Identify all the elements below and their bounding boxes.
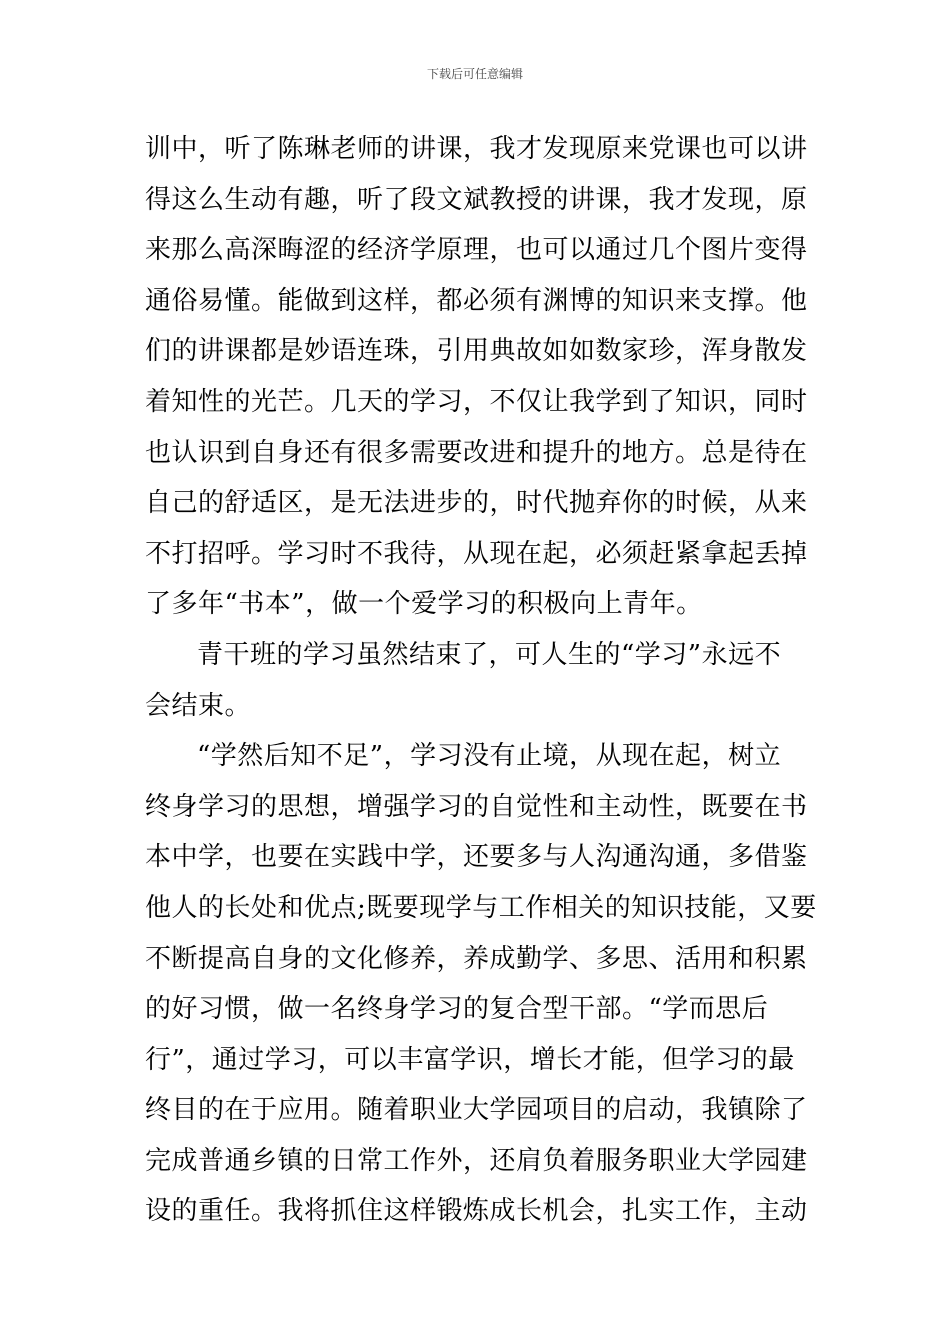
paragraph-start-line: “学然后知不足”，学习没有止境，从现在起，树立 bbox=[197, 741, 782, 772]
text-line: 不断提高自身的文化修养，养成勤学、多思、活用和积累 bbox=[145, 943, 808, 974]
text-line: 的好习惯，做一名终身学习的复合型干部。“学而思后 bbox=[145, 994, 769, 1025]
text-line: 行”，通过学习，可以丰富学识，增长才能，但学习的最 bbox=[145, 1044, 795, 1075]
text-line: 自己的舒适区，是无法进步的，时代抛弃你的时候，从来 bbox=[145, 488, 808, 519]
text-line: 们的讲课都是妙语连珠，引用典故如如数家珍，浑身散发 bbox=[145, 336, 808, 367]
text-line: 不打招呼。学习时不我待，从现在起，必须赶紧拿起丢掉 bbox=[145, 538, 808, 569]
text-line: 设的重任。我将抓住这样锻炼成长机会，扎实工作，主动 bbox=[145, 1196, 808, 1227]
text-line: 他人的长处和优点;既要现学与工作相关的知识技能，又要 bbox=[145, 892, 817, 923]
text-line: 终身学习的思想，增强学习的自觉性和主动性，既要在书 bbox=[145, 791, 808, 822]
text-line: 来那么高深晦涩的经济学原理，也可以通过几个图片变得 bbox=[145, 235, 808, 266]
page-header: 下载后可任意编辑 bbox=[426, 67, 523, 81]
paragraph-start-line: 青干班的学习虽然结束了，可人生的“学习”永远不 bbox=[197, 639, 782, 670]
text-line: 本中学，也要在实践中学，还要多与人沟通沟通，多借鉴 bbox=[145, 842, 808, 873]
text-line: 终目的在于应用。随着职业大学园项目的启动，我镇除了 bbox=[145, 1095, 808, 1126]
text-line: 训中，听了陈琳老师的讲课，我才发现原来党课也可以讲 bbox=[145, 134, 808, 164]
text-line: 了多年“书本”，做一个爱学习的积极向上青年。 bbox=[145, 589, 703, 620]
text-line: 也认识到自身还有很多需要改进和提升的地方。总是待在 bbox=[145, 437, 808, 468]
body-text bbox=[145, 124, 817, 1237]
text-line: 会结束。 bbox=[145, 690, 252, 721]
text-line: 通俗易懂。能做到这样，都必须有渊博的知识来支撑。他 bbox=[145, 285, 808, 316]
text-line: 着知性的光芒。几天的学习，不仅让我学到了知识，同时 bbox=[145, 386, 808, 417]
text-line: 得这么生动有趣，听了段文斌教授的讲课，我才发现，原 bbox=[145, 184, 808, 215]
text-line: 完成普通乡镇的日常工作外，还肩负着服务职业大学园建 bbox=[145, 1145, 808, 1176]
